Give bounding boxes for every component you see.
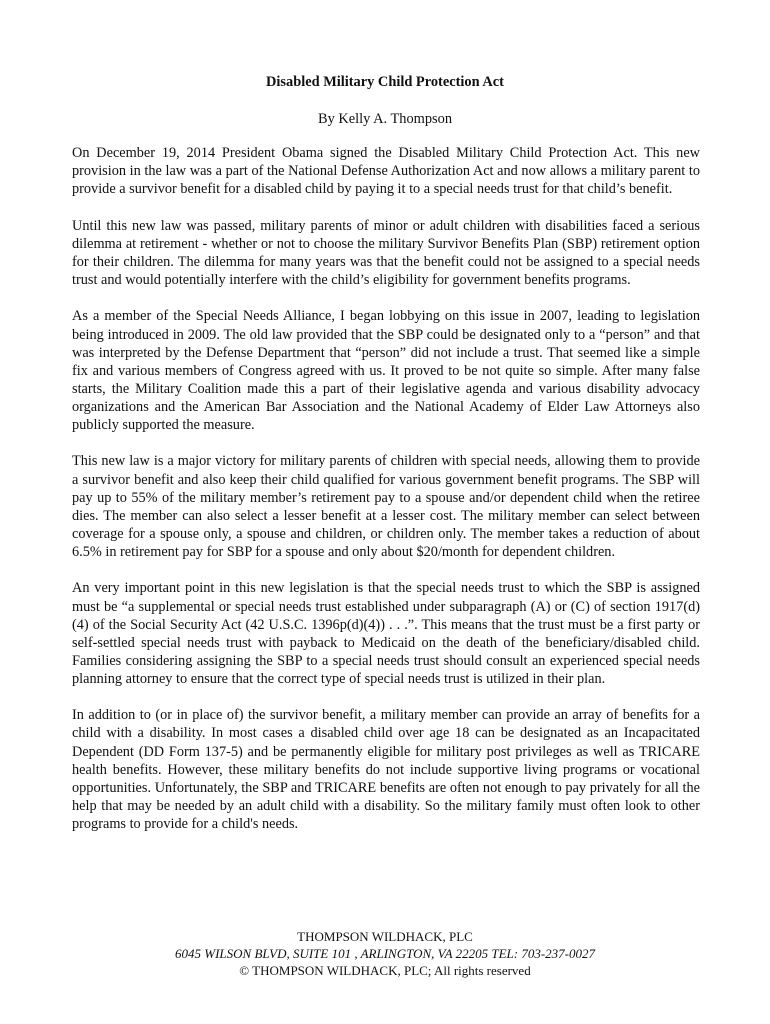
paragraph: Until this new law was passed, military parents of minor or adult children with disabilities faced a serious dilemma at retirement - whether or not to choose the military Survivor Benefits Plan (SBP) retirement option for their children. The dilemma for many years was that the benefit could not be assigned to a special needs trust and would potentially interfere with the child’s eligibility for government benefits programs.	[72, 217, 700, 288]
article-body	[72, 144, 700, 851]
footer-firm-name: THOMPSON WILDHACK, PLC	[297, 929, 473, 944]
footer-copyright: © THOMPSON WILDHACK, PLC; All rights reserved	[239, 963, 531, 978]
paragraph: As a member of the Special Needs Alliance, I began lobbying on this issue in 2007, leading to legislation being introduced in 2009. The old law provided that the SBP could be designated only to a “person” and that was interpreted by the Defense Department that “person” did not include a trust. That seemed like a simple fix and various members of Congress agreed with us. It proved to be not quite so simple. After many false starts, the Military Coalition made this a part of their legislative agenda and various disability advocacy organizations and the American Bar Association and the National Academy of Elder Law Attorneys also publicly supported the measure.	[72, 308, 700, 433]
paragraph: On December 19, 2014 President Obama signed the Disabled Military Child Protection Act. This new provision in the law was a part of the National Defense Authorization Act and now allows a military parent to provide a survivor benefit for a disabled child by paying it to a special needs trust for that child’s benefit.	[72, 145, 700, 198]
paragraph: In addition to (or in place of) the survivor benefit, a military member can provide an array of benefits for a child with a disability. In most cases a disabled child over age 18 can be designated as an Incapacitated Dependent (DD Form 137-5) and be permanently eligible for military post privileges as well as TRICARE health benefits. However, these military benefits do not include supportive living programs or vocational opportunities. Unfortunately, the SBP and TRICARE benefits are often not enough to pay privately for all the help that may be needed by an adult child with a disability. So the military family must often look to other programs to provide for a child's needs.	[72, 707, 700, 832]
page-footer	[0, 928, 770, 979]
paragraph: This new law is a major victory for military parents of children with special needs, allowing them to provide a survivor benefit and also keep their child qualified for various government benefit programs. The SBP will pay up to 55% of the military member’s retirement pay to a spouse and/or dependent child when the retiree dies. The member can also select a lesser benefit at a lesser cost. The military member can select between coverage for a spouse only, a spouse and children, or children only. The member takes a reduction of about 6.5% in retirement pay for SBP for a spouse and only about $20/month for dependent children.	[72, 453, 700, 560]
footer-address: 6045 WILSON BLVD, SUITE 101 , ARLINGTON, VA 22205 TEL: 703-237-0027	[175, 946, 595, 961]
paragraph: An very important point in this new legislation is that the special needs trust to which the SBP is assigned must be “a supplemental or special needs trust established under subparagraph (A) or (C) of section 1917(d)(4) of the Social Security Act (42 U.S.C. 1396p(d)(4)) . . .”. This means that the trust must be a first party or self-settled special needs trust with payback to Medicaid on the death of the beneficiary/disabled child. Families considering assigning the SBP to a special needs trust should consult an experienced special needs planning attorney to ensure that the correct type of special needs trust is utilized in their plan.	[72, 580, 700, 687]
document-title: Disabled Military Child Protection Act	[266, 74, 504, 90]
author-byline: By Kelly A. Thompson	[317, 111, 453, 127]
